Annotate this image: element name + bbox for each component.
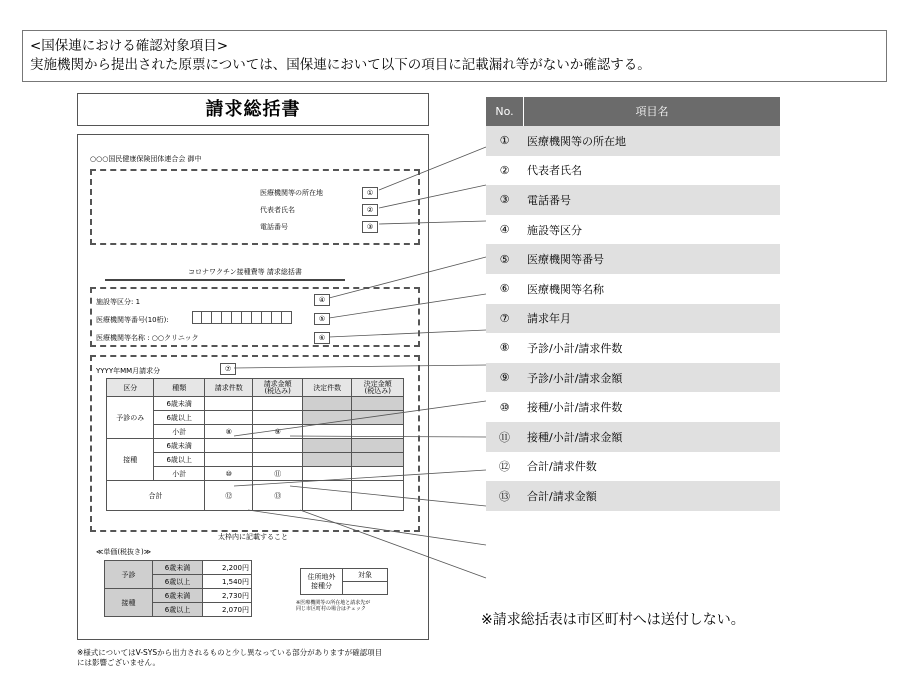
list-item: ⑦ 請求年月 — [486, 304, 780, 334]
mark-8: ⑧ — [204, 425, 252, 439]
line-12 — [248, 510, 486, 545]
tel-label: 電話番号 — [260, 223, 288, 231]
list-item: ⑧ 予診/小計/請求件数 — [486, 333, 780, 363]
bold-note: 太枠内に記載すること — [218, 533, 288, 541]
line-5 — [329, 294, 486, 318]
th-seikyu-amount: 請求金額 (税込み) — [253, 379, 303, 397]
unit-title: ≪単価(税抜き)≫ — [96, 548, 152, 556]
sesshu-u6: 6歳未満 — [154, 439, 205, 453]
mark-10: ⑩ — [204, 467, 252, 481]
line-13 — [300, 510, 486, 578]
inst-name: 医療機関等名称 : ○○クリニック — [96, 334, 199, 342]
list-item: ⑬ 合計/請求金額 — [486, 481, 780, 511]
line-11 — [290, 486, 486, 506]
recipient: ○○○国民健康保険団体連合会 御中 — [90, 155, 202, 163]
mark-7: ⑦ — [220, 363, 236, 375]
mark-2: ② — [362, 204, 378, 216]
line-4 — [329, 257, 486, 298]
note-right: ※請求総括表は市区町村へは送付しない。 — [481, 612, 745, 628]
unit-p1: 2,200円 — [203, 561, 252, 575]
yoshin-label: 予診のみ — [107, 397, 154, 439]
mark-11: ⑪ — [253, 467, 303, 481]
sesshu-o6: 6歳以上 — [154, 453, 205, 467]
mark-6: ⑥ — [314, 332, 330, 344]
list-item: ⑩ 接種/小計/請求件数 — [486, 392, 780, 422]
line-7 — [234, 365, 486, 368]
line-8 — [234, 401, 486, 436]
address-value: 対象 — [343, 569, 388, 582]
unit-o6-1: 6歳以上 — [153, 575, 203, 589]
line-1 — [379, 147, 486, 190]
list-header-no: No. — [495, 105, 514, 118]
th-shurui: 種類 — [154, 379, 205, 397]
list-item: ③ 電話番号 — [486, 185, 780, 215]
th-kubun: 区分 — [107, 379, 154, 397]
line-6 — [329, 330, 486, 337]
unit-u6-1: 6歳未満 — [153, 561, 203, 575]
subtitle: コロナワクチン接種費等 請求総括書 — [188, 268, 302, 276]
th-seikyu-count: 請求件数 — [204, 379, 252, 397]
unit-sesshu: 接種 — [105, 589, 153, 617]
line-10 — [234, 470, 486, 486]
ym-label: YYYY年MM月請求分 — [96, 367, 161, 375]
th-kettei-amount: 決定金額 (税込み) — [352, 379, 404, 397]
mark-3: ③ — [362, 221, 378, 233]
header-line-2: 実施機関から提出された原票については、国保連において以下の項目に記載漏れ等がないか確認する。 — [30, 57, 651, 73]
rep-label: 代表者氏名 — [260, 206, 295, 214]
mark-12: ⑫ — [204, 481, 252, 511]
list-header-name: 項目名 — [523, 97, 780, 126]
unit-p2: 1,540円 — [203, 575, 252, 589]
total-label: 合計 — [107, 481, 205, 511]
list-header — [486, 97, 780, 126]
mark-9: ⑨ — [253, 425, 303, 439]
list-item: ⑨ 予診/小計/請求金額 — [486, 363, 780, 393]
sesshu-label: 接種 — [107, 439, 154, 481]
yoshin-sub: 小計 — [154, 425, 205, 439]
unit-p4: 2,070円 — [203, 603, 252, 617]
mark-1: ① — [362, 187, 378, 199]
unit-u6-2: 6歳未満 — [153, 589, 203, 603]
line-3 — [379, 221, 486, 224]
address-note: ※医療機関等の所在地と請求先が 同じ市区町村の場合はチェック — [296, 600, 371, 612]
form-title: 請求総括書 — [77, 93, 429, 126]
inst-no-label: 医療機関等番号(10桁): — [96, 316, 169, 324]
line-9 — [290, 436, 486, 437]
list-item: ④ 施設等区分 — [486, 215, 780, 245]
list-item: ① 医療機関等の所在地 — [486, 126, 780, 156]
unit-yoshin: 予診 — [105, 561, 153, 589]
line-2 — [379, 185, 486, 208]
unit-o6-2: 6歳以上 — [153, 603, 203, 617]
mark-13: ⑬ — [253, 481, 303, 511]
mark-4: ④ — [314, 294, 330, 306]
list-item: ⑫ 合計/請求件数 — [486, 452, 780, 482]
mark-5: ⑤ — [314, 313, 330, 325]
list-item: ⑤ 医療機関等番号 — [486, 244, 780, 274]
yoshin-o6: 6歳以上 — [154, 411, 205, 425]
addr-label: 医療機関等の所在地 — [260, 189, 323, 197]
item-list — [486, 97, 780, 511]
th-kettei-count: 決定件数 — [302, 379, 352, 397]
yoshin-u6: 6歳未満 — [154, 397, 205, 411]
unit-p3: 2,730円 — [203, 589, 252, 603]
facility-type: 施設等区分: 1 — [96, 298, 141, 306]
note-bottom: ※様式についてはV-SYSから出力されるものと少し異なっている部分がありますが確認項目 には影響ございません。 — [77, 648, 383, 667]
list-item: ② 代表者氏名 — [486, 156, 780, 186]
list-item: ⑥ 医療機関等名称 — [486, 274, 780, 304]
sesshu-sub: 小計 — [154, 467, 205, 481]
list-item: ⑪ 接種/小計/請求金額 — [486, 422, 780, 452]
header-line-1: <国保連における確認対象項目> — [30, 38, 229, 54]
address-label: 住所地外 接種分 — [301, 569, 343, 595]
